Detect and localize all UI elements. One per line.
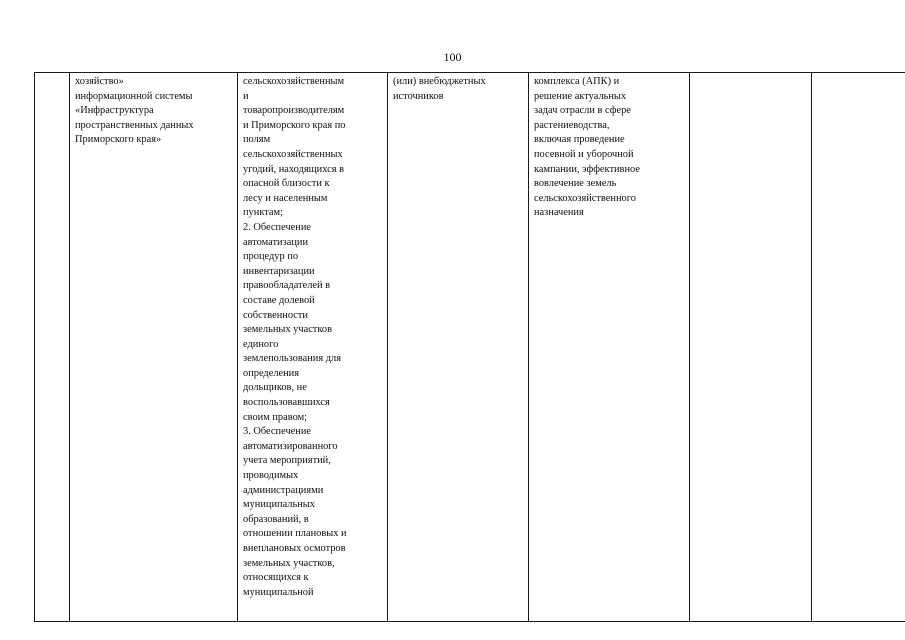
cell-text-line: муниципальных	[243, 499, 315, 511]
table-cell-col3	[238, 73, 388, 622]
cell-text-line: решение актуальных	[534, 90, 627, 102]
cell-text-line: процедур по	[243, 251, 299, 263]
cell-text-line: автоматизированного	[243, 440, 338, 452]
cell-text-line: сельскохозяйственного	[534, 192, 636, 204]
cell-text-line: кампании, эффективное	[534, 163, 640, 175]
cell-text-line: угодий, находящихся в	[243, 163, 344, 175]
table-cell-col2	[70, 73, 238, 622]
page-number: 100	[443, 50, 462, 64]
cell-text-line: опасной близости к	[243, 178, 330, 190]
cell-text-line: сельскохозяйственным	[243, 76, 345, 87]
cell-text-line: образований, в	[243, 513, 309, 525]
cell-text-line: (или) внебюджетных	[393, 76, 486, 87]
cell-text-line: посевной и уборочной	[534, 148, 634, 160]
table-cell-col7	[812, 73, 905, 622]
cell-text-line: сельскохозяйственных	[243, 148, 343, 160]
cell-text-line: вовлечение земель	[534, 178, 617, 190]
cell-text-line: земельных участков	[243, 324, 332, 336]
document-table	[34, 72, 905, 622]
cell-text-line: воспользовавшихся	[243, 397, 330, 409]
cell-text-line: задач отрасли в сфере	[534, 105, 631, 117]
cell-text-line: и	[243, 90, 249, 102]
cell-text-line: растениеводства,	[534, 119, 610, 131]
table-cell-col4	[388, 73, 529, 622]
table-row	[35, 73, 905, 622]
cell-text-line: лесу и населенным	[243, 192, 328, 204]
table-cell-col6	[690, 73, 812, 622]
cell-text-line: относящихся к	[243, 572, 309, 584]
cell-text-line: товаропроизводителям	[243, 105, 345, 117]
cell-text-line: «Инфраструктура	[75, 105, 154, 117]
cell-text-line: пунктам;	[243, 207, 283, 219]
cell-text-line: единого	[243, 338, 279, 350]
cell-text-line: автоматизации	[243, 236, 309, 248]
cell-text-line: назначения	[534, 207, 584, 219]
cell-text-line: полям	[243, 134, 271, 146]
cell-text-line: комплекса (АПК) и	[534, 76, 620, 87]
cell-text-line: администрациями	[243, 484, 324, 496]
cell-text-line: и Приморского края по	[243, 119, 346, 131]
table-cell-col5	[529, 73, 690, 622]
cell-text-line: проводимых	[243, 470, 299, 482]
cell-text-line: пространственных данных	[75, 119, 194, 131]
cell-text-line: Приморского края»	[75, 134, 162, 146]
cell-text-line: своим правом;	[243, 411, 308, 423]
cell-text-line: землепользования для	[243, 353, 342, 365]
cell-text-line: 3. Обеспечение	[243, 426, 312, 438]
cell-text-line: учета мероприятий,	[243, 455, 331, 467]
cell-text-line: определения	[243, 367, 300, 379]
cell-text-line: внеплановых осмотров	[243, 543, 346, 554]
cell-text-line: отношении плановых и	[243, 528, 347, 540]
cell-text-line: хозяйство»	[75, 76, 124, 87]
cell-text-line: собственности	[243, 309, 308, 321]
cell-text-line: муниципальной	[243, 586, 314, 598]
cell-text-line: правообладателей в	[243, 280, 331, 292]
cell-text-line: включая проведение	[534, 134, 625, 146]
cell-text-line: земельных участков,	[243, 557, 335, 569]
cell-text-line: дольщиков, не	[243, 382, 307, 394]
cell-text-line: информационной системы	[75, 90, 193, 102]
cell-text-line: инвентаризации	[243, 265, 315, 277]
cell-text-line: 2. Обеспечение	[243, 221, 312, 233]
table-cell-col1	[35, 73, 70, 622]
cell-text-line: источников	[393, 90, 444, 102]
cell-text-line: составе долевой	[243, 294, 315, 306]
